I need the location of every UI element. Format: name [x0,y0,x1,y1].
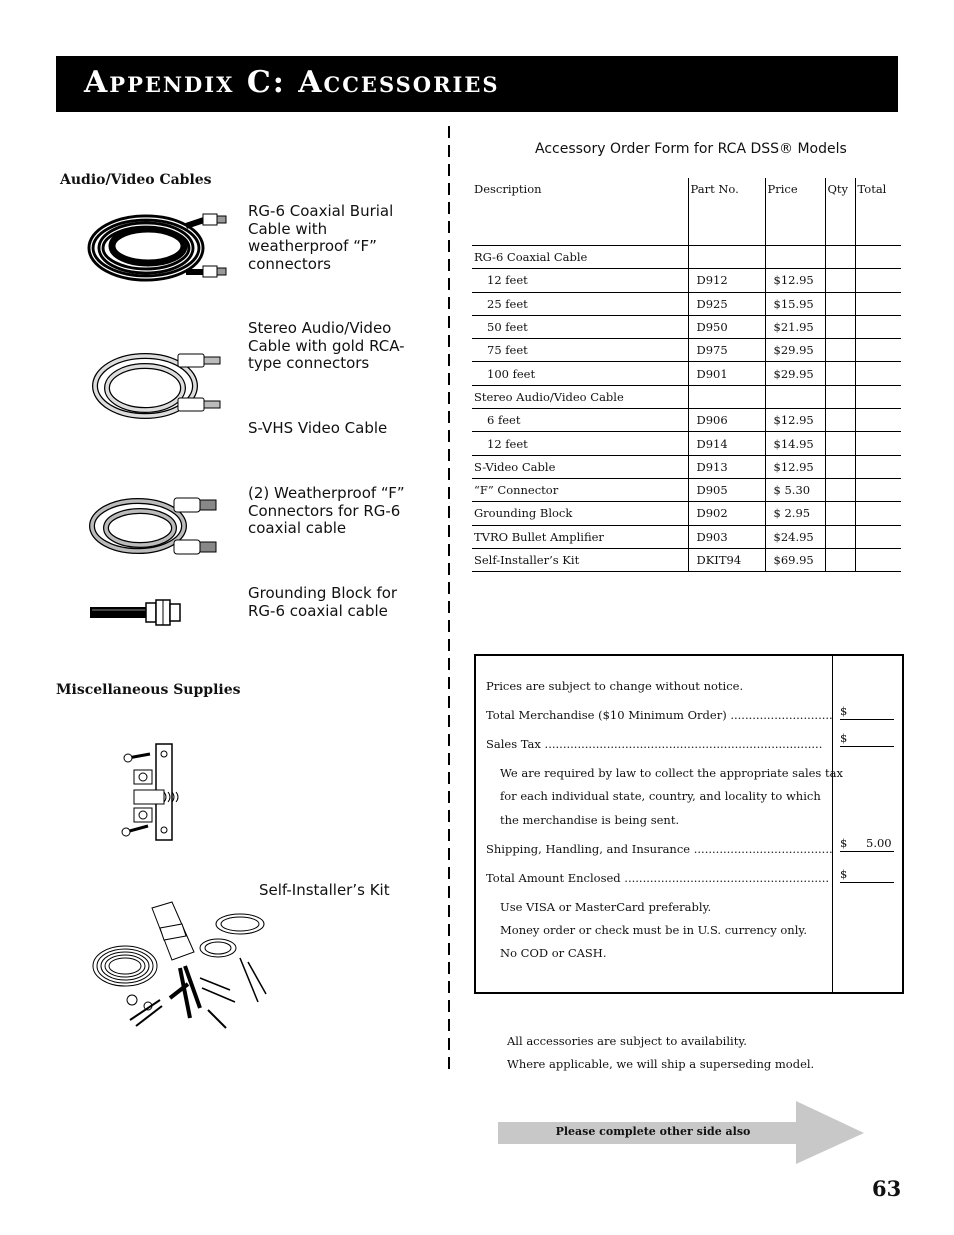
table-row [472,246,901,269]
row-description: Stereo Audio/Video Cable [472,385,688,408]
table-row [472,455,901,478]
payment-note-1: Use VISA or MasterCard preferably. [500,900,712,914]
item-label-f-connector: (2) Weatherproof “F” Connectors for RG-6 coaxial cable [248,484,405,537]
row-qty-field[interactable] [825,502,855,525]
currency-symbol: $ [840,704,848,718]
row-price [765,246,825,269]
row-part-no: D903 [688,525,765,548]
row-part-no: DKIT94 [688,548,765,571]
row-price: $24.95 [765,525,825,548]
col-total: Total [855,178,901,246]
row-price [765,385,825,408]
order-table [472,178,901,572]
currency-symbol: $ [840,731,848,745]
row-part-no: D925 [688,292,765,315]
total-enclosed-line: Total Amount Enclosed ........................................................ [486,871,830,885]
table-row [472,478,901,501]
row-total-field[interactable] [855,385,901,408]
row-qty-field[interactable] [825,478,855,501]
row-part-no: D912 [688,269,765,292]
row-description: 50 feet [472,315,688,338]
page-title: Appendix C: Accessories [84,65,500,100]
order-form-title: Accessory Order Form for RCA DSS® Models [535,141,847,157]
row-qty-field[interactable] [825,292,855,315]
row-description: 6 feet [472,409,688,432]
hardware-bracket-icon [120,740,185,852]
table-row [472,409,901,432]
item-label-grounding: Grounding Block for RG-6 coaxial cable [248,584,398,620]
row-price: $ 5.30 [765,478,825,501]
table-row [472,292,901,315]
row-price: $29.95 [765,339,825,362]
row-price: $29.95 [765,362,825,385]
rca-cable-icon [90,344,230,428]
col-part-no: Part No. [688,178,765,246]
availability-note: All accessories are subject to availability. [507,1034,747,1048]
row-description: 75 feet [472,339,688,362]
item-label-rca: Stereo Audio/Video Cable with gold RCA-type connectors [248,319,405,372]
row-part-no: D950 [688,315,765,338]
row-total-field[interactable] [855,339,901,362]
order-totals-box [474,654,904,994]
row-qty-field[interactable] [825,315,855,338]
row-part-no: D914 [688,432,765,455]
header-banner [56,56,898,112]
row-part-no: D902 [688,502,765,525]
row-qty-field[interactable] [825,339,855,362]
row-qty-field[interactable] [825,246,855,269]
tax-note-1: We are required by law to collect the appropriate sales tax [500,766,843,780]
row-description: S-Video Cable [472,455,688,478]
row-qty-field[interactable] [825,455,855,478]
row-qty-field[interactable] [825,409,855,432]
row-part-no: D901 [688,362,765,385]
row-total-field[interactable] [855,269,901,292]
row-total-field[interactable] [855,478,901,501]
col-price: Price [765,178,825,246]
row-total-field[interactable] [855,362,901,385]
row-part-no [688,385,765,408]
row-qty-field[interactable] [825,432,855,455]
total-amount-field[interactable] [840,867,894,883]
row-part-no: D905 [688,478,765,501]
totals-divider [832,656,833,992]
row-price: $69.95 [765,548,825,571]
row-description: RG-6 Coaxial Cable [472,246,688,269]
payment-note-3: No COD or CASH. [500,946,607,960]
table-row [472,269,901,292]
row-description: 25 feet [472,292,688,315]
table-header-row [472,178,901,246]
table-row [472,525,901,548]
table-row [472,432,901,455]
merchandise-amount-field[interactable] [840,704,894,720]
coaxial-cable-icon [86,206,236,288]
row-part-no: D913 [688,455,765,478]
page-number: 63 [872,1176,902,1201]
row-price: $12.95 [765,409,825,432]
row-part-no [688,246,765,269]
row-qty-field[interactable] [825,525,855,548]
column-divider [448,126,450,1072]
sales-tax-line: Sales Tax ............................................................................ [486,737,823,751]
kit-label: Self-Installer’s Kit [259,881,390,899]
row-description: 12 feet [472,432,688,455]
row-price: $15.95 [765,292,825,315]
shipping-line: Shipping, Handling, and Insurance ...................................... [486,842,833,856]
tax-note-3: the merchandise is being sent. [500,813,680,827]
row-price: $21.95 [765,315,825,338]
misc-supplies-heading: Miscellaneous Supplies [56,682,241,698]
row-qty-field[interactable] [825,385,855,408]
audio-video-heading: Audio/Video Cables [60,172,212,188]
row-price: $ 2.95 [765,502,825,525]
row-price: $14.95 [765,432,825,455]
row-description: “F” Connector [472,478,688,501]
table-row [472,548,901,571]
row-total-field[interactable] [855,548,901,571]
row-qty-field[interactable] [825,362,855,385]
row-qty-field[interactable] [825,269,855,292]
row-total-field[interactable] [855,502,901,525]
row-price: $12.95 [765,455,825,478]
row-description: TVRO Bullet Amplifier [472,525,688,548]
payment-note-2: Money order or check must be in U.S. currency only. [500,923,808,937]
row-total-field[interactable] [855,246,901,269]
item-label-svhs: S-VHS Video Cable [248,419,388,437]
table-row [472,362,901,385]
shipping-amount-field [840,836,894,852]
row-part-no: D906 [688,409,765,432]
installer-kit-icon [90,898,270,1032]
merchandise-line: Total Merchandise ($10 Minimum Order) ............................ [486,708,833,722]
prices-note: Prices are subject to change without notice. [486,679,744,693]
row-total-field[interactable] [855,455,901,478]
tax-note-2: for each individual state, country, and locality to which [500,789,821,803]
row-description: 100 feet [472,362,688,385]
item-label-coaxial: RG-6 Coaxial Burial Cable with weatherproof “F” connectors [248,202,394,273]
svhs-cable-icon [88,492,228,560]
row-total-field[interactable] [855,292,901,315]
row-price: $12.95 [765,269,825,292]
row-description: 12 feet [472,269,688,292]
row-total-field[interactable] [855,315,901,338]
sales-tax-amount-field[interactable] [840,731,894,747]
row-part-no: D975 [688,339,765,362]
col-qty: Qty [825,178,855,246]
row-total-field[interactable] [855,525,901,548]
row-description: Self-Installer’s Kit [472,548,688,571]
grounding-block-icon [88,598,188,626]
row-description: Grounding Block [472,502,688,525]
table-row [472,315,901,338]
col-description: Description [472,178,688,246]
superseding-note: Where applicable, we will ship a superseding model. [507,1057,815,1071]
table-row [472,339,901,362]
currency-symbol: $ [840,836,848,850]
complete-other-side-label: Please complete other side also [555,1125,751,1138]
table-row [472,385,901,408]
row-qty-field[interactable] [825,548,855,571]
table-row [472,502,901,525]
row-total-field[interactable] [855,432,901,455]
shipping-amount: 5.00 [866,836,892,850]
currency-symbol: $ [840,867,848,881]
row-total-field[interactable] [855,409,901,432]
